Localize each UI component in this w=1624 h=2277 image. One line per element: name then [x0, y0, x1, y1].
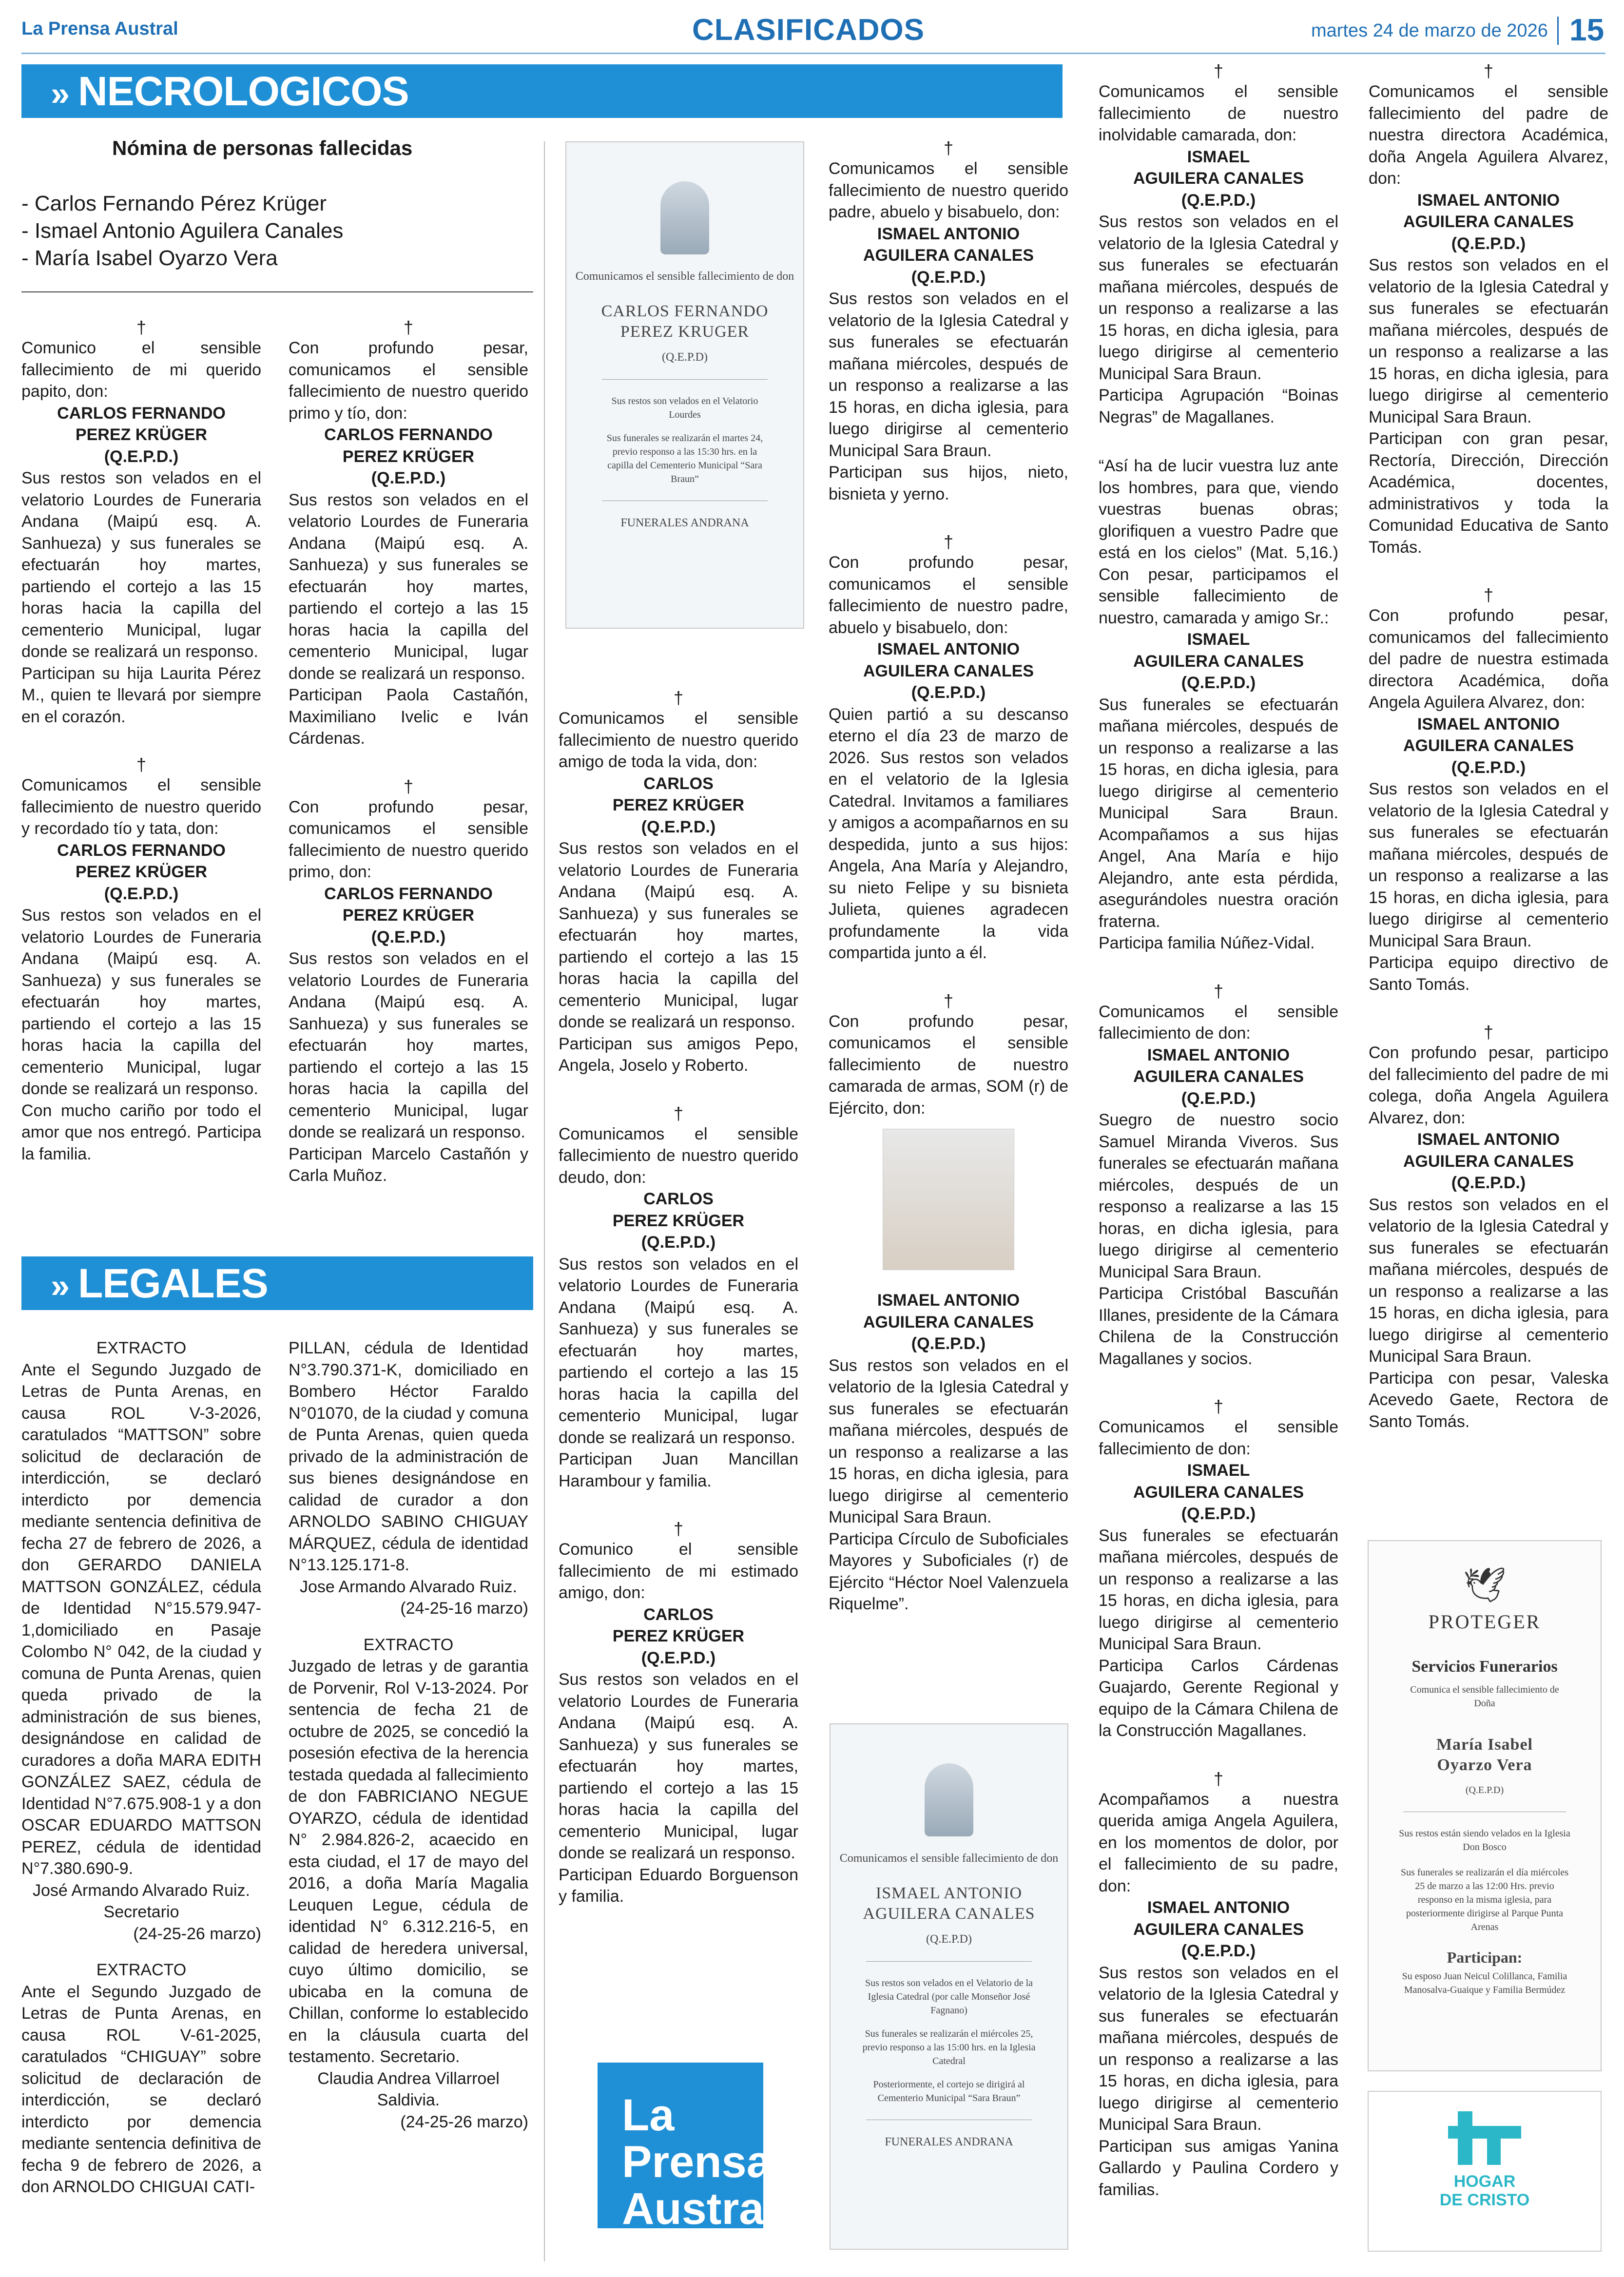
- dove-icon: 🕊: [1463, 1567, 1507, 1604]
- cross-icon: †: [673, 1519, 684, 1539]
- deceased-name: ISMAEL ANTONIO: [1147, 1045, 1290, 1064]
- notice-signature: Participa Cristóbal Bascuñán Illanes, presidente de la Cámara Chilena de la Construcción Magallanes y socios.: [1099, 1284, 1338, 1368]
- deceased-name: PEREZ KRÜGER: [342, 447, 475, 466]
- ad-funeral-info: Sus funerales se realizarán el día miércoles 25 de marzo a las 12:00 Hrs. previo responso en la misma iglesia, para posteriormente dirigirse al Parque Punta Arenas: [1400, 1867, 1569, 1932]
- qepd: (Q.E.P.D.): [911, 1334, 986, 1353]
- qepd: (Q.E.P.D.): [1181, 1505, 1256, 1523]
- ad-deceased-name: María Isabel Oyarzo Vera: [1436, 1736, 1533, 1774]
- notice-body: Sus restos son velados en el velatorio de la Iglesia Catedral y sus funerales se efectuarán mañana miércoles, después de un responso a realizarse a las 15 horas, en dicha iglesia, para luego dirigirse al cementerio Municipal Sara Braun.: [1369, 780, 1608, 950]
- notice-body: Sus restos son velados en el velatorio de la Iglesia Catedral y sus funerales se efectuarán mañana miércoles, después de un responso a realizarse a las 15 horas, en dicha iglesia, para luego dirigirse al cementerio Municipal Sara Braun.: [829, 1356, 1068, 1526]
- necro-column-5: [1099, 61, 1338, 2215]
- notice-body: Sus restos son velados en el velatorio Lourdes de Funeraria Andana (Maipú esq. A. Sanhueza) y sus funerales se efectuarán hoy martes, partiendo el cortejo a las 15 horas hacia la capilla del cementerio Municipal, lugar donde se realizará un responso.: [21, 906, 261, 1098]
- notice-signature: Participa equipo directivo de Santo Tomás.: [1369, 953, 1608, 994]
- ad-qepd: (Q.E.P.D): [1465, 1785, 1504, 1795]
- notice-intro: Comunicamos el sensible fallecimiento de nuestro querido y recordado tío y tata, don:: [21, 776, 261, 838]
- cross-icon: †: [1483, 61, 1494, 81]
- qepd: (Q.E.P.D.): [911, 268, 986, 287]
- deceased-name: ISMAEL ANTONIO: [1147, 1898, 1290, 1917]
- header-rule: [21, 53, 1605, 54]
- la-prensa-austral-logo: [598, 2063, 776, 2234]
- legal-column-1: [21, 1337, 261, 2198]
- notice-intro: Con profundo pesar, comunicamos el sensible fallecimiento de nuestro querido primo y tío, don:: [289, 339, 528, 423]
- nomina-item: - Ismael Antonio Aguilera Canales: [21, 219, 344, 243]
- obituary-notice: [21, 318, 261, 728]
- deceased-name: CARLOS FERNANDO: [57, 841, 226, 860]
- legal-column-2: [289, 1337, 528, 2133]
- hogar-name: HOGAR: [1453, 2172, 1516, 2191]
- obituary-notice: [829, 138, 1068, 505]
- legal-notice: [289, 1337, 528, 1620]
- proteger-service: Servicios Funerarios: [1411, 1658, 1558, 1676]
- obituary-notice: [1369, 585, 1608, 995]
- ad-deceased-name: CARLOS FERNANDO PEREZ KRUGER: [601, 302, 769, 341]
- deceased-name: PEREZ KRÜGER: [612, 1211, 745, 1230]
- legal-dates: (24-25-16 marzo): [400, 1599, 528, 1618]
- cross-icon: †: [403, 776, 414, 796]
- hogar-de-cristo-logo-icon: [1448, 2106, 1521, 2170]
- cross-icon: †: [943, 138, 954, 158]
- deceased-name: AGUILERA CANALES: [1133, 169, 1304, 188]
- notice-signature: Participan sus hijos, nieto, bisnieta y yerno.: [829, 463, 1068, 503]
- obituary-notice: [289, 318, 528, 750]
- obituary-notice: [21, 755, 261, 1165]
- legal-notice: [21, 1959, 261, 2198]
- notice-body: Sus funerales se efectuarán mañana miércoles, después de un responso a realizarse a las 15 horas, en dicha iglesia, para luego dirigirse al cementerio Municipal Sara Braun.: [1099, 1526, 1338, 1653]
- nomina-item: - Carlos Fernando Pérez Krüger: [21, 192, 327, 215]
- section-title: CLASIFICADOS: [692, 13, 925, 47]
- cross-icon: †: [1483, 1022, 1494, 1042]
- notice-intro: Comunicamos el sensible fallecimiento de nuestro querido deudo, don:: [559, 1124, 798, 1187]
- legales-title: LEGALES: [77, 1260, 268, 1306]
- obituary-notice: [289, 777, 528, 1187]
- qepd: (Q.E.P.D.): [1181, 191, 1256, 210]
- notice-signature: Participa familia Núñez-Vidal.: [1099, 934, 1315, 952]
- legal-signature: Jose Armando Alvarado Ruiz.: [299, 1577, 518, 1596]
- obituary-notice: [1369, 1023, 1608, 1432]
- legal-notice: [289, 1634, 528, 2133]
- deceased-name: ISMAEL: [1187, 147, 1250, 166]
- deceased-name: AGUILERA CANALES: [863, 661, 1034, 680]
- funeral-ad-carlos: [565, 141, 804, 629]
- notice-intro: Comunicamos el sensible fallecimiento de don:: [1099, 1418, 1338, 1458]
- deceased-name: CARLOS: [643, 1190, 714, 1208]
- ad-deceased-name: ISMAEL ANTONIO AGUILERA CANALES: [863, 1884, 1035, 1923]
- nomina-title: Nómina de personas fallecidas: [112, 136, 413, 159]
- notice-intro: Comunicamos el sensible fallecimiento de nuestro inolvidable camarada, don:: [1099, 82, 1338, 144]
- cross-icon: †: [1213, 981, 1224, 1001]
- cross-icon: †: [673, 688, 684, 708]
- notice-body: Sus restos son velados en el velatorio Lourdes de Funeraria Andana (Maipú esq. A. Sanhueza) y sus funerales se efectuarán hoy martes, partiendo el cortejo a las 15 horas hacia la capilla del cementerio Municipal, lugar donde se realizará un responso.: [559, 839, 798, 1031]
- deceased-name: CARLOS: [643, 1605, 714, 1624]
- cross-icon: †: [1213, 1768, 1224, 1789]
- hogar-name: DE CRISTO: [1439, 2191, 1530, 2209]
- necro-column-2: [289, 318, 528, 1214]
- nomina-list: [21, 190, 533, 272]
- qepd: (Q.E.P.D.): [1181, 674, 1256, 692]
- notice-body: Sus restos son velados en el velatorio de la Iglesia Catedral y sus funerales se efectuarán mañana miércoles, después de un responso a realizarse a las 15 horas, en dicha iglesia, para luego dirigirse al cementerio Municipal Sara Braun.: [1099, 1963, 1338, 2134]
- notice-intro: “Así ha de lucir vuestra luz ante los hombres, para que, viendo vuestras buenas obras; glorifiquen a vuestro Padre que está en los cielos” (Mat. 5,16.) Con pesar, participamos el sensible fallecimiento de nuestro, camarada y amigo Sr.:: [1099, 457, 1338, 627]
- deceased-name: CARLOS FERNANDO: [57, 404, 226, 423]
- cross-icon: †: [136, 317, 147, 337]
- cross-icon: †: [1483, 585, 1494, 605]
- notice-intro: Con profundo pesar, participo del fallecimiento del padre de mi colega, doña Angela Aguilera Alvarez, don:: [1369, 1043, 1608, 1127]
- deceased-name: AGUILERA CANALES: [863, 1312, 1034, 1331]
- qepd: (Q.E.P.D.): [1451, 758, 1526, 777]
- ad-intro: Comunica el sensible fallecimiento de Doña: [1410, 1684, 1559, 1709]
- qepd: (Q.E.P.D.): [371, 469, 446, 487]
- notice-intro: Acompañamos a nuestra querida amiga Angela Aguilera, en los momentos de dolor, por el fallecimiento de su padre, don:: [1099, 1790, 1338, 1895]
- deceased-name: ISMAEL ANTONIO: [1417, 1130, 1560, 1149]
- notice-signature: Participan sus amigas Yanina Gallardo y Paulina Cordero y familias.: [1099, 2137, 1338, 2199]
- ad-intro: Comunicamos el sensible fallecimiento de don: [839, 1852, 1059, 1865]
- qepd: (Q.E.P.D.): [104, 884, 179, 903]
- necrologicos-banner: [21, 64, 1063, 118]
- legal-signature: Claudia Andrea Villarroel Saldivia.: [317, 2069, 500, 2109]
- notice-intro: Comunicamos el sensible fallecimiento de nuestro querido padre, abuelo y bisabuelo, don:: [829, 159, 1068, 221]
- deceased-name: ISMAEL ANTONIO: [1417, 714, 1560, 733]
- ad-participants: Su esposo Juan Neicul Colillanca, Familia Manosalva-Guaique y Familia Bermúdez: [1402, 1971, 1567, 1995]
- obituary-notice: [1099, 1397, 1338, 1742]
- obituary-notice: [1099, 1769, 1338, 2201]
- nomina-item: - María Isabel Oyarzo Vera: [21, 246, 278, 270]
- legal-title: EXTRACTO: [363, 1635, 454, 1654]
- qepd: (Q.E.P.D.): [104, 447, 179, 466]
- legal-title: EXTRACTO: [96, 1339, 187, 1357]
- ad-intro: Comunicamos el sensible fallecimiento de don: [575, 270, 794, 283]
- newspaper-name: La Prensa Austral: [21, 19, 178, 39]
- notice-body: Sus restos son velados en el velatorio de la Iglesia Catedral y sus funerales se efectuarán mañana miércoles, después de un responso a realizarse a las 15 horas, en dicha iglesia, para luego dirigirse al cementerio Municipal Sara Braun.: [1369, 256, 1608, 426]
- notice-intro: Comunico el sensible fallecimiento de mi estimado amigo, don:: [559, 1540, 798, 1602]
- notice-signature: Participa Carlos Cárdenas Guajardo, Gerente Regional y equipo de la Cámara Chilena de la Construcción Magallanes.: [1099, 1656, 1338, 1740]
- funeral-ad-ismael: [830, 1723, 1068, 2250]
- necro-column-3: [559, 688, 798, 1935]
- legal-dates: (24-25-26 marzo): [133, 1924, 261, 1943]
- notice-signature: Participan Eduardo Borguenson y familia.: [559, 1865, 798, 1906]
- deceased-name: PEREZ KRÜGER: [75, 425, 208, 444]
- qepd: (Q.E.P.D.): [1451, 1174, 1526, 1192]
- qepd: (Q.E.P.D.): [641, 1233, 716, 1252]
- cross-icon: †: [1213, 61, 1224, 81]
- deceased-name: CARLOS: [643, 774, 714, 793]
- deceased-name: ISMAEL: [1187, 630, 1250, 649]
- qepd: (Q.E.P.D.): [911, 683, 986, 702]
- issue-date: martes 24 de marzo de 2026: [1311, 20, 1548, 41]
- notice-body: Sus restos son velados en el velatorio de la Iglesia Catedral y sus funerales se efectuarán mañana miércoles, después de un responso a realizarse a las 15 horas, en dicha iglesia, para luego dirigirse al cementerio Municipal Sara Braun.: [1369, 1195, 1608, 1366]
- funeral-emblem-icon: [660, 181, 709, 254]
- notice-signature: Con mucho cariño por todo el amor que nos entregó. Participa la familia.: [21, 1101, 261, 1163]
- deceased-name: AGUILERA CANALES: [1133, 1920, 1304, 1939]
- qepd: (Q.E.P.D.): [371, 927, 446, 946]
- deceased-name: AGUILERA CANALES: [1133, 1483, 1304, 1502]
- notice-signature: Participa Agrupación “Boinas Negras” de Magallanes.: [1099, 386, 1338, 426]
- notice-body: Sus restos son velados en el velatorio Lourdes de Funeraria Andana (Maipú esq. A. Sanhueza) y sus funerales se efectuarán hoy martes, partiendo el cortejo a las 15 horas hacia la capilla del cementerio Municipal, lugar donde se realizará un responso.: [289, 490, 528, 683]
- qepd: (Q.E.P.D.): [1181, 1942, 1256, 1960]
- cross-icon: †: [943, 990, 954, 1011]
- notice-intro: Comunicamos el sensible fallecimiento de don:: [1099, 1002, 1338, 1042]
- deceased-name: CARLOS FERNANDO: [324, 425, 493, 444]
- deceased-name: AGUILERA CANALES: [1133, 1067, 1304, 1086]
- cross-icon: †: [136, 754, 147, 774]
- necro-column-1: [21, 318, 261, 1192]
- deceased-portrait: [883, 1129, 1014, 1270]
- notice-signature: Participa Círculo de Suboficiales Mayores y Suboficiales (r) de Ejército “Héctor Noel Valenzuela Riquelme”.: [829, 1529, 1068, 1613]
- notice-body: Sus restos son velados en el velatorio Lourdes de Funeraria Andana (Maipú esq. A. Sanhueza) y sus funerales se efectuarán hoy martes, partiendo el cortejo a las 15 horas hacia la capilla del cementerio Municipal, lugar donde se realizará un responso.: [289, 949, 528, 1141]
- legal-body: Ante el Segundo Juzgado de Letras de Punta Arenas, en causa ROL V-61-2025, caratulados “CHIGUAY” sobre solicitud de declaración de interdicción, se declaró interdicto por demencia mediante sentencia definitiva de fecha 9 de febrero de 2026, a don ARNOLDO CHIGUAI CATI-: [21, 1982, 261, 2196]
- obituary-notice: [1099, 61, 1338, 428]
- deceased-name: PEREZ KRÜGER: [342, 906, 475, 925]
- header-divider: [1557, 17, 1559, 45]
- notice-intro: Con profundo pesar, comunicamos el sensible fallecimiento de nuestro camarada de armas, SOM (r) de Ejército, don:: [829, 1012, 1068, 1118]
- hogar-de-cristo-ad: [1368, 2091, 1602, 2252]
- qepd: (Q.E.P.D.): [1451, 234, 1526, 253]
- funeral-ad-proteger: [1368, 1540, 1602, 2071]
- ad-wake-info: Sus restos son velados en el Velatorio de la Iglesia Catedral (por calle Monseñor José Fagnano): [865, 1978, 1033, 2016]
- deceased-name: ISMAEL ANTONIO: [877, 1291, 1020, 1310]
- notice-intro: Con profundo pesar, comunicamos el sensible fallecimiento de nuestro padre, abuelo y bisabuelo, don:: [829, 553, 1068, 637]
- necrologicos-title: NECROLOGICOS: [77, 68, 409, 114]
- deceased-name: PEREZ KRÜGER: [75, 863, 208, 881]
- deceased-name: AGUILERA CANALES: [1403, 736, 1574, 755]
- notice-intro: Con profundo pesar, comunicamos del fallecimiento del padre de nuestra estimada directora Académica, doña Angela Aguilera Alvarez, don:: [1369, 606, 1608, 712]
- qepd: (Q.E.P.D.): [641, 817, 716, 836]
- deceased-name: ISMAEL ANTONIO: [1417, 191, 1560, 210]
- notice-body: Quien partió a su descanso eterno el día 23 de marzo de 2026. Sus restos son velados en el velatorio de la Iglesia Catedral. Invitamos a familiares y amigos a acompañarnos en su despedida, junto a sus hijos: Angela, Ana María y Alejandro, su nieto Felipe y su bisnieta Julieta, quienes agradecen profundamente la vida compartida junto a él.: [829, 705, 1068, 962]
- obituary-notice: [559, 688, 798, 1077]
- chevron-right-icon: »: [51, 1267, 69, 1305]
- obituary-notice: [1369, 61, 1608, 558]
- deceased-name: ISMAEL ANTONIO: [877, 640, 1020, 658]
- divider: [21, 291, 533, 292]
- notice-signature: Participa con pesar, Valeska Acevedo Gaete, Rectora de Santo Tomás.: [1369, 1369, 1608, 1431]
- notice-signature: Participan Marcelo Castañón y Carla Muñoz.: [289, 1144, 528, 1185]
- deceased-name: AGUILERA CANALES: [1403, 212, 1574, 231]
- notice-signature: Participan sus amigos Pepo, Angela, Joselo y Roberto.: [559, 1034, 798, 1075]
- obituary-notice: [559, 1104, 798, 1492]
- legal-signature: José Armando Alvarado Ruiz. Secretario: [32, 1881, 251, 1921]
- cross-icon: †: [673, 1103, 684, 1123]
- necro-column-6: [1369, 61, 1608, 1460]
- notice-body: Sus restos son velados en el velatorio Lourdes de Funeraria Andana (Maipú esq. A. Sanhueza) y sus funerales se efectuarán hoy martes, partiendo el cortejo a las 15 horas hacia la capilla del cementerio Municipal, lugar donde se realizará un responso.: [21, 469, 261, 661]
- notice-body: Sus restos son velados en el velatorio de la Iglesia Catedral y sus funerales se efectuarán mañana miércoles, después de un responso a realizarse a las 15 horas, en dicha iglesia, para luego dirigirse al cementerio Municipal Sara Braun.: [829, 289, 1068, 460]
- notice-body: Sus restos son velados en el velatorio de la Iglesia Catedral y sus funerales se efectuarán mañana miércoles, después de un responso a realizarse a las 15 horas, en dicha iglesia, para luego dirigirse al cementerio Municipal Sara Braun.: [1099, 212, 1338, 383]
- necro-column-4: [829, 138, 1068, 1642]
- page-number: 15: [1569, 12, 1605, 47]
- deceased-name: AGUILERA CANALES: [1403, 1152, 1574, 1171]
- deceased-name: PEREZ KRÜGER: [612, 796, 745, 814]
- ad-funeral-info: Sus funerales se realizarán el miércoles 25, previo responso a las 15:00 hrs. en la Iglesia Catedral: [862, 2028, 1036, 2066]
- ad-cortege-info: Posteriormente, el cortejo se dirigirá al Cementerio Municipal “Sara Braun”: [873, 2079, 1025, 2103]
- notice-intro: Comunico el sensible fallecimiento de mi querido papito, don:: [21, 339, 261, 401]
- obituary-notice: [1099, 982, 1338, 1370]
- ad-wake-info: Sus restos son velados en el Velatorio Lourdes: [611, 396, 758, 420]
- ad-footer: FUNERALES ANDRANA: [620, 517, 749, 529]
- cross-icon: †: [1213, 1396, 1224, 1416]
- ad-qepd: (Q.E.P.D): [926, 1933, 972, 1946]
- notice-intro: Con profundo pesar, comunicamos el sensible fallecimiento de nuestro querido primo, don:: [289, 797, 528, 881]
- notice-signature: Participan su hija Laurita Pérez M., quien te llevará por siempre en el corazón.: [21, 664, 261, 726]
- proteger-brand: PROTEGER: [1428, 1611, 1541, 1633]
- deceased-name: CARLOS FERNANDO: [324, 884, 493, 903]
- notice-body: Sus funerales se efectuarán mañana miércoles, después de un responso a realizarse a las 15 horas, en dicha iglesia, para luego dirigirse al cementerio Municipal Sara Braun. Acompañamos a sus hijas Angel, Ana María e hijo Alejandro, ante esta pérdida, asegurándoles nuestra oración fraterna.: [1099, 695, 1338, 931]
- obituary-notice: [829, 532, 1068, 964]
- notice-body: Sus restos son velados en el velatorio Lourdes de Funeraria Andana (Maipú esq. A. Sanhueza) y sus funerales se efectuarán hoy martes, partiendo el cortejo a las 15 horas hacia la capilla del cementerio Municipal, lugar donde se realizará un responso.: [559, 1670, 798, 1862]
- ad-participan-label: Participan:: [1447, 1949, 1523, 1966]
- qepd: (Q.E.P.D.): [1181, 1089, 1256, 1108]
- legal-notice: [21, 1337, 261, 1945]
- obituary-notice: [1099, 455, 1338, 954]
- legal-body: PILLAN, cédula de Identidad N°3.790.371-K, domiciliado en Bombero Héctor Faraldo N°01070, de la ciudad y comuna de Punta Arenas, quien queda privado de la administración de sus bienes designándose en calidad de curador a don ARNOLDO SABINO CHIGUAY MÁRQUEZ, cédula de identidad N°13.125.171-8.: [289, 1339, 528, 1574]
- deceased-name: ISMAEL: [1187, 1461, 1250, 1480]
- legal-dates: (24-25-26 marzo): [400, 2112, 528, 2131]
- deceased-name: AGUILERA CANALES: [863, 246, 1034, 265]
- column-divider: [544, 141, 545, 2261]
- funeral-emblem-icon: [925, 1763, 973, 1836]
- deceased-name: PEREZ KRÜGER: [612, 1627, 745, 1645]
- legal-body: Juzgado de letras y de garantia de Porvenir, Rol V-13-2024. Por sentencia de fecha 21 de octubre de 2025, se concedió la posesión efectiva de la herencia testada quedada al fallecimiento de don FABRICIANO NEGUE OYARZO, cédula de identidad N° 2.984.826-2, acaecido en esta ciudad, el 17 de mayo del 2016, a doña María Magalia Leuquen Legue, cédula de identidad N° 6.312.216-5, en calidad de heredera universal, cuyo último domicilio, se ubicaba en la comuna de Chillan, conforme lo establecido en la cláusula cuarta del testamento. Secretario.: [289, 1657, 528, 2066]
- chevron-right-icon: »: [51, 75, 69, 113]
- notice-signature: Participan con gran pesar, Rectoría, Dirección, Dirección Académica, docentes, administrativos y toda la Comunidad Educativa de Santo Tomás.: [1369, 429, 1608, 557]
- cross-icon: †: [943, 532, 954, 552]
- ad-wake-info: Sus restos están siendo velados en la Iglesia Don Bosco: [1399, 1828, 1570, 1852]
- notice-intro: Comunicamos el sensible fallecimiento del padre de nuestra directora Académica, doña Angela Aguilera Alvarez, don:: [1369, 82, 1608, 188]
- obituary-notice: [559, 1519, 798, 1908]
- logo-text: La Prensa Austral: [622, 2090, 776, 2234]
- notice-body: Suegro de nuestro socio Samuel Miranda Viveros. Sus funerales se efectuarán mañana miércoles, después de un responso a realizarse a las 15 horas, en dicha iglesia, para luego dirigirse al cementerio Municipal Sara Braun.: [1099, 1111, 1338, 1281]
- ad-footer: FUNERALES ANDRANA: [885, 2136, 1013, 2148]
- notice-signature: Participan Juan Mancillan Harambour y familia.: [559, 1450, 798, 1490]
- notice-body: Sus restos son velados en el velatorio Lourdes de Funeraria Andana (Maipú esq. A. Sanhueza) y sus funerales se efectuarán hoy martes, partiendo el cortejo a las 15 horas hacia la capilla del cementerio Municipal, lugar donde se realizará un responso.: [559, 1254, 798, 1447]
- cross-icon: †: [403, 317, 414, 337]
- ad-qepd: (Q.E.P.D): [662, 351, 708, 364]
- deceased-name: ISMAEL ANTONIO: [877, 224, 1020, 243]
- legal-body: Ante el Segundo Juzgado de Letras de Punta Arenas, en causa ROL V-3-2026, caratulados “MATTSON” sobre solicitud de declaración de interdicción, se declaró interdicto por demencia mediante sentencia definitiva de fecha 27 de febrero de 2026, a don GERARDO DANIELA MATTSON GONZÁLEZ, cédula de Identidad N°15.579.947- 1,domiciliado en Pasaje Colombo N° 042, de la ciudad y comuna de Punta Arenas, quien queda privado de la administración de sus bienes, designándose en calidad de curadores a doña MARA EDITH GONZÁLEZ SAEZ, cédula de Identidad N°7.675.908-1 y a don OSCAR EDUARDO MATTSON PEREZ, cédula de identidad N°7.380.690-9.: [21, 1360, 261, 1878]
- legales-banner: [21, 1256, 533, 1310]
- deceased-name: AGUILERA CANALES: [1133, 652, 1304, 671]
- notice-intro: Comunicamos el sensible fallecimiento de nuestro querido amigo de toda la vida, don:: [559, 709, 798, 771]
- ad-funeral-info: Sus funerales se realizarán el martes 24, previo responso a las 15:30 hrs. en la capilla del Cementerio Municipal “Sara Braun”: [606, 433, 763, 484]
- notice-signature: Participan Paola Castañón, Maximiliano Ivelic e Iván Cárdenas.: [289, 686, 528, 748]
- obituary-notice: [829, 991, 1068, 1615]
- qepd: (Q.E.P.D.): [641, 1648, 716, 1667]
- legal-title: EXTRACTO: [96, 1961, 187, 1979]
